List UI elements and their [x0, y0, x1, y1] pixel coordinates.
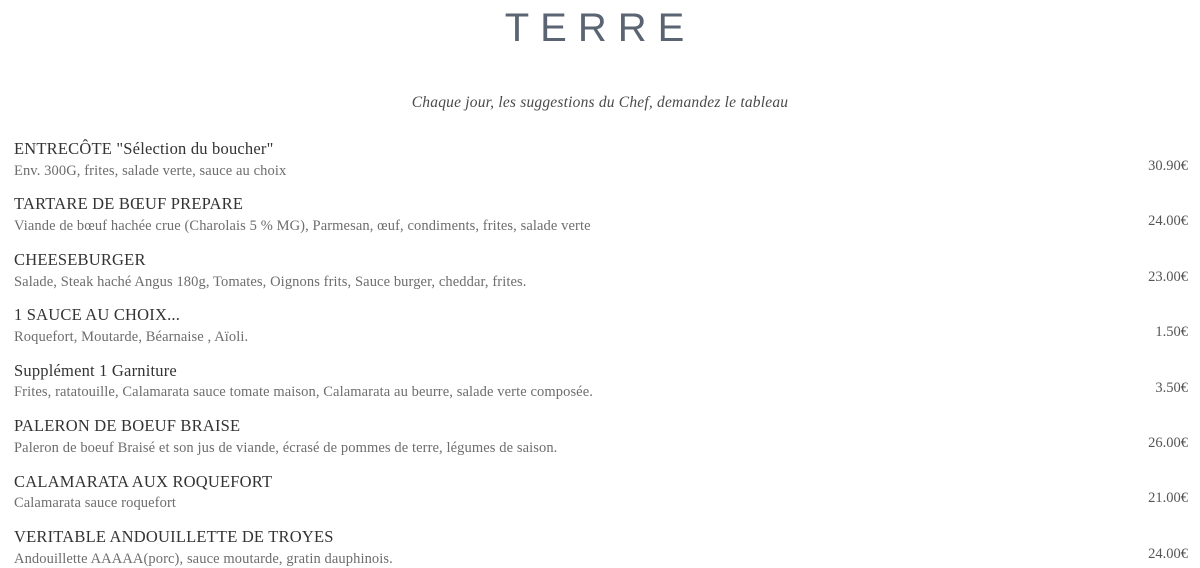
menu-item-description: Calamarata sauce roquefort [14, 495, 177, 512]
menu-item-price: 3.50€ [1155, 379, 1188, 396]
menu-item-price: 23.00€ [1148, 268, 1188, 285]
menu-item [14, 472, 1188, 513]
menu-item-name: 1 SAUCE AU CHOIX... [14, 305, 181, 325]
menu-item-price: 24.00€ [1148, 545, 1188, 562]
menu-item-price: 30.90€ [1148, 157, 1188, 174]
menu-item-description: Salade, Steak haché Angus 180g, Tomates, Oignons frits, Sauce burger, cheddar, frites. [14, 273, 527, 290]
menu-item-description: Paleron de boeuf Braisé et son jus de viande, écrasé de pommes de terre, légumes de saison. [14, 439, 558, 456]
menu-item-name: TARTARE DE BŒUF PREPARE [14, 194, 244, 214]
menu-item [14, 416, 1188, 457]
page-title: TERRE [504, 6, 696, 50]
menu-item-description: Frites, ratatouille, Calamarata sauce tomate maison, Calamarata au beurre, salade verte composée. [14, 384, 593, 401]
menu-item-description: Env. 300G, frites, salade verte, sauce au choix [14, 162, 287, 179]
menu-item-description: Roquefort, Moutarde, Béarnaise , Aïoli. [14, 329, 249, 346]
menu-item-name: Supplément 1 Garniture [14, 360, 177, 380]
menu-item [14, 139, 1188, 180]
menu-item-list [0, 139, 1200, 568]
menu-item-price: 21.00€ [1148, 490, 1188, 507]
menu-item [14, 305, 1188, 346]
menu-item-description: Viande de bœuf hachée crue (Charolais 5 % MG), Parmesan, œuf, condiments, frites, salade verte [14, 218, 591, 235]
menu-item [14, 194, 1188, 235]
menu-item-name: CALAMARATA AUX ROQUEFORT [14, 471, 273, 491]
menu-item-name: PALERON DE BOEUF BRAISE [14, 416, 241, 436]
menu-item [14, 361, 1188, 402]
menu-item-price: 24.00€ [1148, 213, 1188, 230]
menu-item-name: ENTRECÔTE "Sélection du boucher" [14, 139, 274, 158]
menu-item [14, 250, 1188, 291]
menu-item [14, 527, 1188, 568]
menu-item-price: 26.00€ [1148, 435, 1188, 452]
menu-item-name: VERITABLE ANDOUILLETTE DE TROYES [14, 526, 334, 546]
menu-item-price: 1.50€ [1155, 324, 1188, 341]
chef-suggestion-note: Chaque jour, les suggestions du Chef, demandez le tableau [411, 94, 789, 111]
menu-item-description: Andouillette AAAAA(porc), sauce moutarde, gratin dauphinois. [14, 550, 393, 567]
menu-item-name: CHEESEBURGER [14, 249, 146, 269]
